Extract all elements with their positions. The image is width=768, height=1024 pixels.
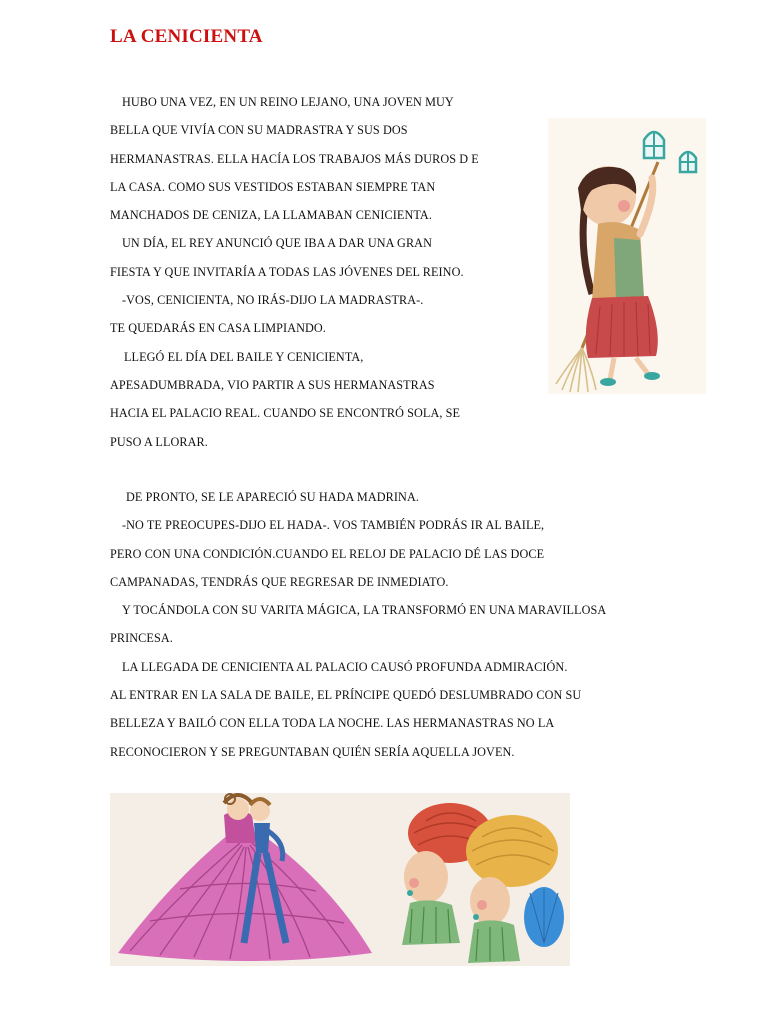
text-line: BELLA QUE VIVÍA CON SU MADRASTRA Y SUS DOS [110, 123, 408, 138]
text-line: APESADUMBRADA, VIO PARTIR A SUS HERMANASTRAS [110, 377, 435, 392]
cinderella-sweeping-illustration [548, 118, 706, 394]
text-line: UN DÍA, EL REY ANUNCIÓ QUE IBA A DAR UNA GRAN [122, 236, 432, 251]
window-icon [680, 152, 696, 172]
text-line: HUBO UNA VEZ, EN UN REINO LEJANO, UNA JOVEN MUY [122, 95, 454, 109]
text-line: TE QUEDARÁS EN CASA LIMPIANDO. [110, 321, 326, 336]
text-line: MANCHADOS DE CENIZA, LA LLAMABAN CENICIENTA. [110, 208, 432, 223]
text-line: CAMPANADAS, TENDRÁS QUE REGRESAR DE INMEDIATO. [110, 574, 449, 589]
page-title: LA CENICIENTA [110, 26, 263, 47]
window-icon [644, 132, 664, 158]
text-line: DE PRONTO, SE LE APARECIÓ SU HADA MADRINA. [126, 490, 420, 504]
text-line: Y TOCÁNDOLA CON SU VARITA MÁGICA, LA TRANSFORMÓ EN UNA MARAVILLOSA [122, 603, 607, 618]
text-line: LLEGÓ EL DÍA DEL BAILE Y CENICIENTA, [124, 349, 364, 364]
text-line: HACIA EL PALACIO REAL. CUANDO SE ENCONTRÓ SOLA, SE [110, 406, 461, 421]
text-line: FIESTA Y QUE INVITARÍA A TODAS LAS JÓVENES DEL REINO. [110, 264, 464, 279]
text-line: PUSO A LLORAR. [110, 434, 208, 449]
text-line: LA LLEGADA DE CENICIENTA AL PALACIO CAUSÓ PROFUNDA ADMIRACIÓN. [122, 659, 568, 674]
text-line: PERO CON UNA CONDICIÓN.CUANDO EL RELOJ DE PALACIO DÉ LAS DOCE [110, 546, 545, 561]
text-line: PRINCESA. [110, 631, 173, 646]
text-line: HERMANASTRAS. ELLA HACÍA LOS TRABAJOS MÁS DUROS D E [110, 151, 479, 166]
text-line: -NO TE PREOCUPES-DIJO EL HADA-. VOS TAMBIÉN PODRÁS IR AL BAILE, [122, 518, 545, 533]
text-line: LA CASA. COMO SUS VESTIDOS ESTABAN SIEMPRE TAN [110, 179, 436, 194]
text-line: -VOS, CENICIENTA, NO IRÁS-DIJO LA MADRASTRA-. [122, 293, 424, 308]
ball-scene-illustration [110, 793, 570, 966]
text-line: RECONOCIERON Y SE PREGUNTABAN QUIÉN SERÍA AQUELLA JOVEN. [110, 744, 515, 759]
text-line: AL ENTRAR EN LA SALA DE BAILE, EL PRÍNCIPE QUEDÓ DESLUMBRADO CON SU [110, 688, 582, 703]
story-paragraph-2 [110, 483, 650, 766]
text-line: BELLEZA Y BAILÓ CON ELLA TODA LA NOCHE. LAS HERMANASTRAS NO LA [110, 716, 555, 731]
